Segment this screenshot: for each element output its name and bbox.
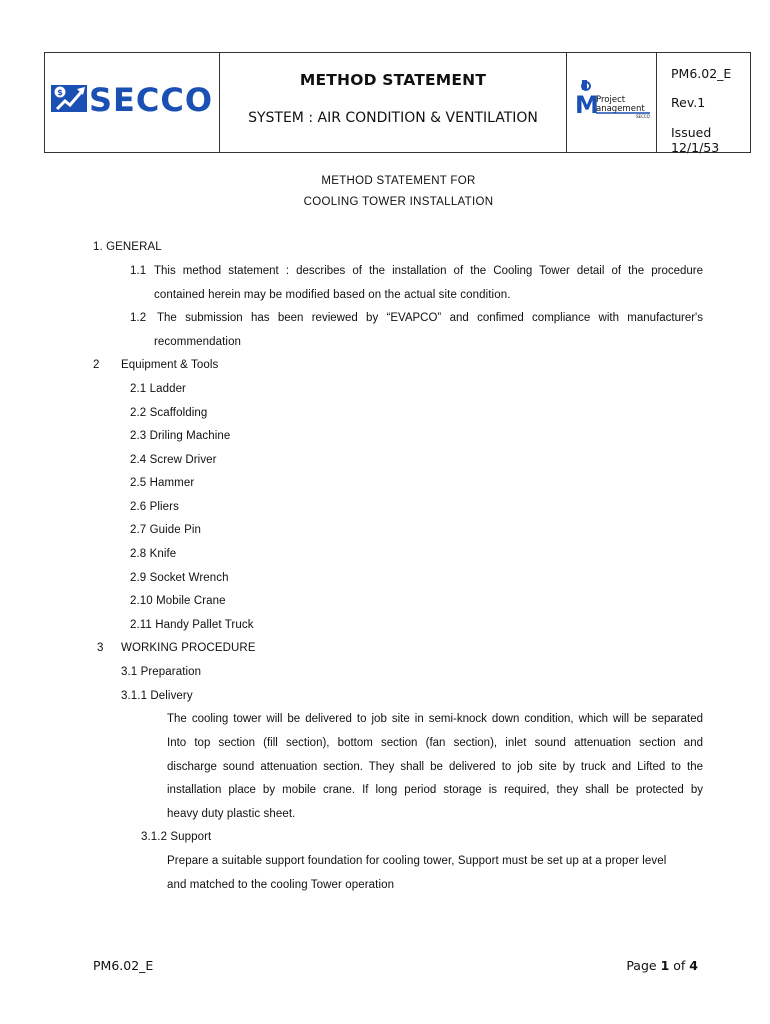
page-total: 4: [689, 958, 698, 973]
equipment-item: 2.9 Socket Wrench: [130, 572, 229, 584]
equipment-item: 2.3 Driling Machine: [130, 430, 231, 442]
delivery-line: Into top section (fill section), bottom section (fan section), inlet sound attenuation section and: [167, 737, 703, 749]
para-1-2-line1: The submission has been reviewed by “EVAPCO” and confimed compliance with manufacturer's: [157, 312, 703, 324]
footer-doc-code: PM6.02_E: [93, 958, 154, 973]
para-1-1-num: 1.1: [130, 265, 147, 277]
delivery-line: discharge sound attenuation section. They shall be delivered to job site by truck and Lifted to the: [167, 761, 703, 773]
equipment-item: 2.6 Pliers: [130, 501, 179, 513]
para-1-2-line2: recommendation: [154, 336, 242, 348]
equipment-item: 2.7 Guide Pin: [130, 524, 201, 536]
logo-text: SECCO: [89, 81, 214, 119]
subsection-delivery: 3.1.1 Delivery: [121, 690, 193, 702]
page-current: 1: [660, 958, 670, 973]
pm-logo-line2: anagement: [596, 104, 645, 114]
section-general-title: 1. GENERAL: [93, 241, 162, 253]
para-1-1-line2: contained herein may be modified based on the actual site condition.: [154, 289, 511, 301]
pm-logo-line1: Project: [596, 95, 626, 105]
equipment-item: 2.8 Knife: [130, 548, 177, 560]
heading-line2: COOLING TOWER INSTALLATION: [303, 196, 494, 208]
doc-code: PM6.02_E: [671, 66, 732, 81]
svg-text:M: M: [575, 91, 599, 119]
equipment-item: 2.1 Ladder: [130, 383, 186, 395]
heading-line1: METHOD STATEMENT FOR: [321, 175, 476, 187]
revision: Rev.1: [671, 95, 706, 110]
subsection-preparation: 3.1 Preparation: [121, 666, 202, 678]
delivery-line: installation place by mobile crane. If long period storage is required, they shall be protected by: [167, 784, 703, 796]
logo-cell: [45, 53, 220, 152]
meta-cell: [657, 53, 750, 155]
page-number: [626, 958, 698, 973]
document-system: SYSTEM : AIR CONDITION & VENTILATION: [248, 110, 538, 126]
issued-date: Issued 12/1/53: [671, 125, 720, 155]
secco-logo: [49, 81, 217, 121]
project-management-logo: [574, 80, 654, 120]
support-line: Prepare a suitable support foundation for cooling tower, Support must be set up at a proper level: [167, 855, 667, 867]
equipment-item: 2.11 Handy Pallet Truck: [130, 619, 254, 631]
of-word: of: [673, 958, 686, 973]
delivery-line: The cooling tower will be delivered to job site in semi-knock down condition, which will be separated: [167, 713, 703, 725]
equipment-item: 2.2 Scaffolding: [130, 407, 208, 419]
para-1-1-line1: This method statement : describes of the installation of the Cooling Tower detail of the procedure: [154, 265, 703, 277]
equipment-item: 2.10 Mobile Crane: [130, 595, 226, 607]
section-equipment-title: Equipment & Tools: [121, 359, 219, 371]
svg-text:$: $: [57, 88, 63, 97]
pm-logo-line3: SECCO: [636, 114, 650, 119]
support-line: and matched to the cooling Tower operation: [167, 879, 395, 891]
equipment-item: 2.5 Hammer: [130, 477, 195, 489]
para-1-2-num: 1.2: [130, 312, 147, 324]
page-word: Page: [626, 958, 657, 973]
delivery-line: heavy duty plastic sheet.: [167, 808, 296, 820]
section-equipment-num: 2: [93, 359, 100, 371]
section-procedure-title: WORKING PROCEDURE: [121, 642, 256, 654]
document-title: METHOD STATEMENT: [299, 71, 487, 89]
document-header: [44, 52, 751, 153]
section-procedure-num: 3: [97, 642, 104, 654]
title-cell: [220, 53, 567, 152]
equipment-item: 2.4 Screw Driver: [130, 454, 217, 466]
subsection-support: 3.1.2 Support: [141, 831, 212, 843]
pm-logo-cell: [567, 53, 657, 152]
